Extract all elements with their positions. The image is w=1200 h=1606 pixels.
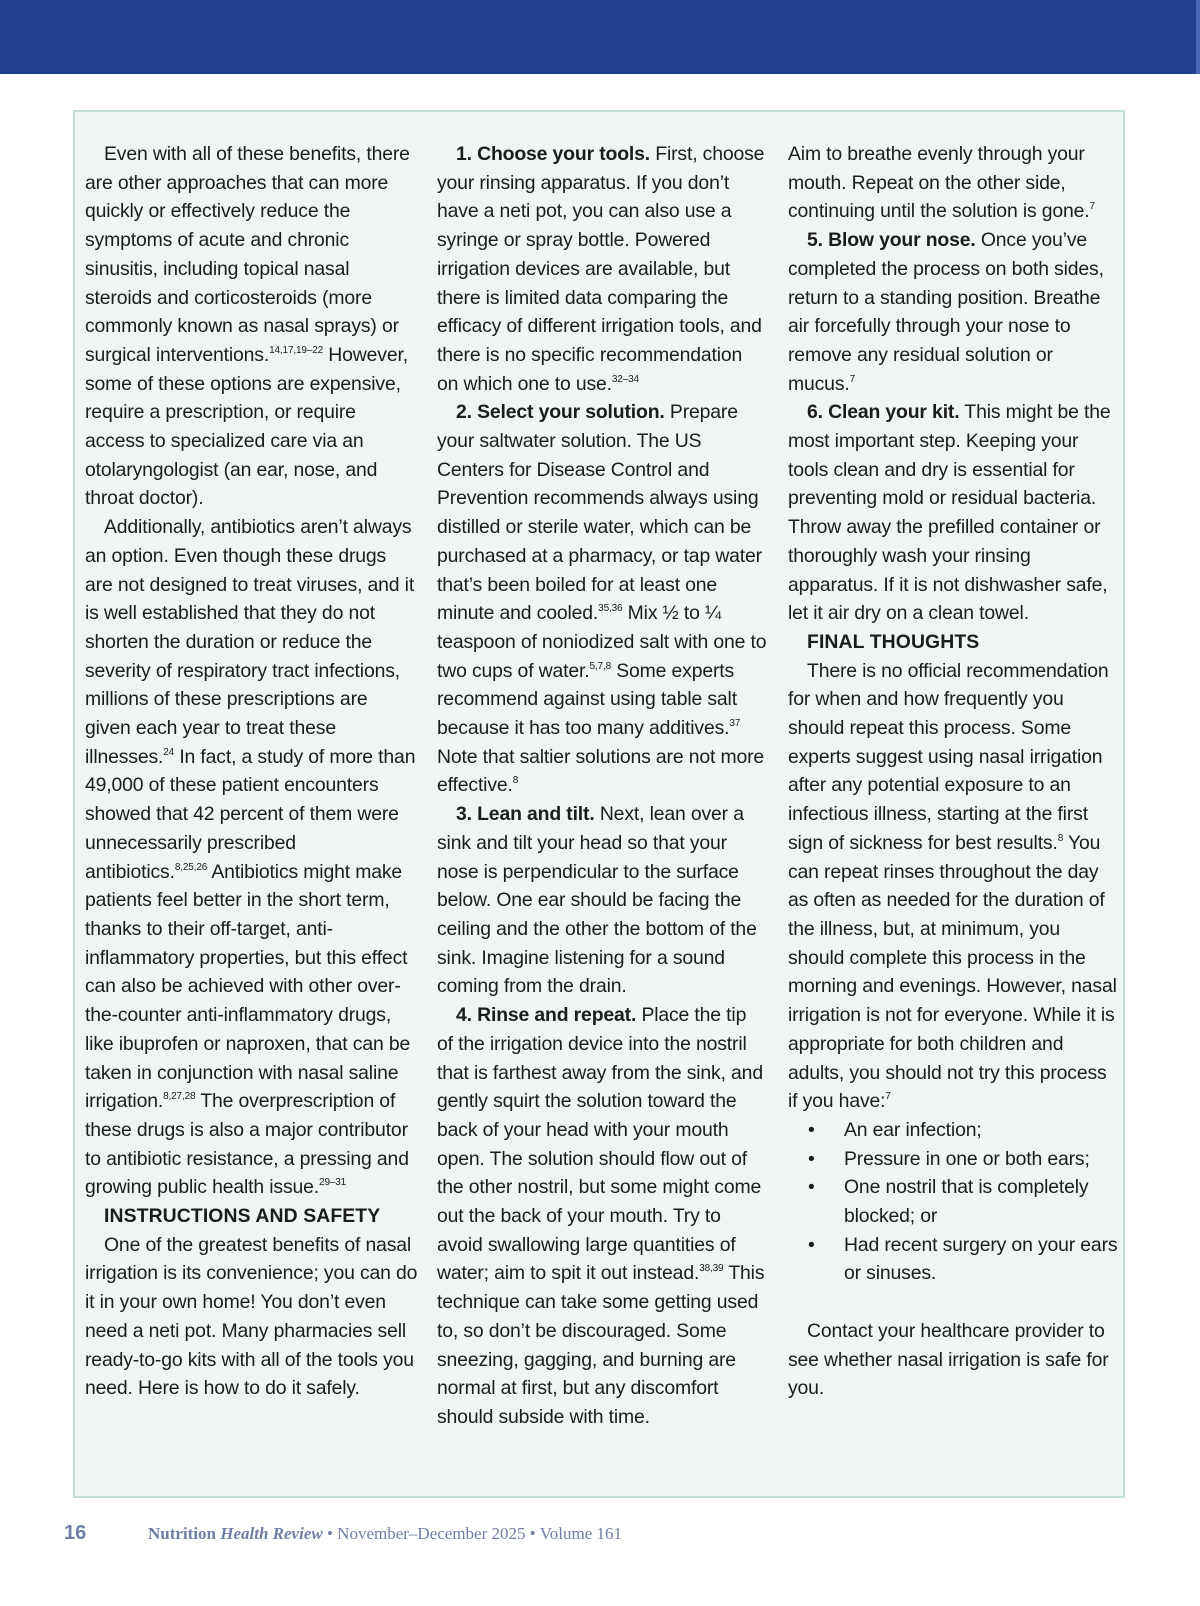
- paragraph-final-thoughts: There is no official recommendation for when and how frequently you should repeat this process. Some experts suggest using nasal irrigation after any potential exposure to an infectious illness, starting at the first sign of sickness for best results.$^8$ You can repeat rinses throughout the day as often as needed for the duration of the illness, but, at minimum, you should complete this process in the morning and evenings. However, nasal irrigation is not for everyone. While it is appropriate for both children and adults, you should not try this process if you have:$^7$: [788, 659, 1117, 1113]
- section-heading-final-thoughts: FINAL THOUGHTS: [807, 630, 980, 653]
- step-2: 2. Select your solution. Prepare your saltwater solution. The US Centers for Disease Control and Prevention recommends always using distilled or sterile water, which can be purchased at a pharmacy, or tap water that’s been boiled for at least one minute and cooled.$^{35,36}$ Mix ½ to ¼ teaspoon of noniodized salt with one to two cups of water.$^{5,7,8}$ Some experts recommend against using table salt because it has too many additives.$^{37}$ Note that saltier solutions are not more effective.$^8$: [437, 401, 767, 797]
- top-banner-edge: [1196, 0, 1200, 74]
- list-item: • One nostril that is completely blocked; or: [788, 1173, 1120, 1230]
- section-heading-instructions: INSTRUCTIONS AND SAFETY: [104, 1205, 381, 1228]
- paragraph-benefits: Even with all of these benefits, there are other approaches that can more quickly or effectively reduce the symptoms of acute and chronic sinusitis, including topical nasal steroids and corticosteroids (more commonly known as nasal sprays) or surgical interventions.$^{14,17,19-22}$ However, some of these options are expensive, require a prescription, or require access to specialized care via an otolaryngologist (an ear, nose, and throat doctor).: [85, 143, 410, 510]
- article-column-2: [437, 140, 767, 1432]
- step-5: 5. Blow your nose. Once you’ve completed the process on both sides, return to a standing position. Breathe air forcefully through your nose to remove any residual solution or mucus.$^7$: [788, 229, 1104, 395]
- list-item: • An ear infection;: [788, 1116, 1120, 1145]
- page-number: 16: [64, 1522, 87, 1544]
- spacer: [788, 1288, 1120, 1317]
- step-4-continued: Aim to breathe evenly through your mouth. Repeat on the other side, continuing until the solution is gone.$^7$: [788, 143, 1095, 223]
- bullet-icon: •: [808, 1233, 815, 1256]
- bullet-icon: •: [808, 1176, 815, 1199]
- volume-number: Volume 161: [539, 1524, 623, 1543]
- top-banner: [0, 0, 1200, 74]
- footer-citation: Nutrition Health Review • November–December 2025 • Volume 161: [148, 1524, 623, 1543]
- step-4-title: 4. Rinse and repeat.: [456, 1004, 637, 1027]
- publication-name: Nutrition Health Review: [148, 1524, 323, 1543]
- paragraph-antibiotics: Additionally, antibiotics aren’t always an option. Even though these drugs are not designed to treat viruses, and it is well established that they do not shorten the duration or reduce the severity of respiratory tract infections, millions of these prescriptions are given each year to treat these illnesses.$^{24}$ In fact, a study of more than 49,000 of these patient encounters showed that 42 percent of them were unnecessarily prescribed antibiotics.$^{8,25,26}$ Antibiotics might make patients feel better in the short term, thanks to their off-target, anti-inflammatory properties, but this effect can also be achieved with other over-the-counter anti-inflammatory drugs, like ibuprofen or naproxen, that can be taken in conjunction with nasal saline irrigation.$^{8,27,28}$ The overprescription of these drugs is also a major contributor to antibiotic resistance, a pressing and growing public health issue.$^{29-31}$: [85, 516, 416, 1199]
- step-6: 6. Clean your kit. This might be the most important step. Keeping your tools clean and dry is essential for preventing mold or residual bacteria. Throw away the prefilled container or thoroughly wash your rinsing apparatus. If it is not dishwasher safe, let it air dry on a clean towel.: [788, 401, 1111, 625]
- bullet-icon: •: [808, 1147, 815, 1170]
- issue-date: November–December 2025: [337, 1524, 526, 1543]
- step-1: 1. Choose your tools. First, choose your rinsing apparatus. If you don’t have a neti pot, you can also use a syringe or spray bottle. Powered irrigation devices are available, but there is limited data comparing the efficacy of different irrigation tools, and there is no specific recommendation on which one to use.$^{32-34}$: [437, 143, 765, 395]
- step-1-title: 1. Choose your tools.: [456, 143, 651, 165]
- step-4: 4. Rinse and repeat. Place the tip of the irrigation device into the nostril that is farthest away from the sink, and gently squirt the solution toward the back of your head with your mouth open. The solution should flow out of the other nostril, but some might come out the back of your mouth. Try to avoid swallowing large quantities of water; aim to spit it out instead.$^{38,39}$ This technique can take some getting used to, so don’t be discouraged. Some sneezing, gagging, and burning are normal at first, but any discomfort should subside with time.: [437, 1004, 765, 1428]
- paragraph-closing: Contact your healthcare provider to see whether nasal irrigation is safe for you.: [788, 1319, 1109, 1400]
- step-3-title: 3. Lean and tilt.: [456, 803, 595, 826]
- bullet-icon: •: [808, 1118, 815, 1141]
- contraindication-list: [788, 1116, 1120, 1288]
- list-item: • Had recent surgery on your ears or sinuses.: [788, 1231, 1120, 1288]
- step-5-title: 5. Blow your nose.: [807, 229, 976, 252]
- step-2-title: 2. Select your solution.: [456, 401, 665, 424]
- list-item: • Pressure in one or both ears;: [788, 1145, 1120, 1174]
- paragraph-convenience: One of the greatest benefits of nasal irrigation is its convenience; you can do it in your own home! You don’t even need a neti pot. Many pharmacies sell ready-to-go kits with all of the tools you need. Here is how to do it safely.: [85, 1233, 418, 1400]
- article-column-3: [788, 140, 1120, 1403]
- article-column-1: [85, 140, 418, 1403]
- step-3: 3. Lean and tilt. Next, lean over a sink and tilt your head so that your nose is perpendicular to the surface below. One ear should be facing the ceiling and the other the bottom of the sink. Imagine listening for a sound coming from the drain.: [437, 803, 757, 998]
- step-6-title: 6. Clean your kit.: [807, 401, 960, 424]
